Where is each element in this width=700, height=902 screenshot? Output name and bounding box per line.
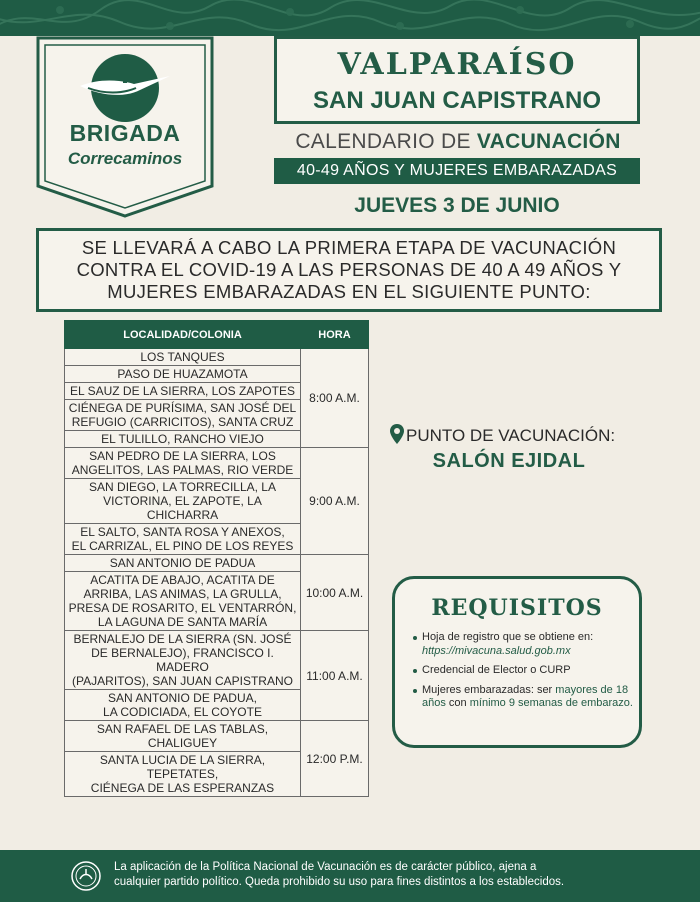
bullet-icon bbox=[413, 636, 417, 640]
time-cell: 9:00 A.M. bbox=[301, 448, 369, 555]
schedule-table bbox=[64, 320, 369, 797]
locality-cell: SAN ANTONIO DE PADUA bbox=[65, 555, 301, 572]
vaccination-point-label: PUNTO DE VACUNACIÓN: bbox=[390, 424, 650, 446]
event-date: JUEVES 3 DE JUNIO bbox=[354, 194, 560, 217]
page-subtitle: SAN JUAN CAPISTRANO bbox=[312, 87, 602, 114]
table-row bbox=[65, 721, 369, 752]
announcement-line: SE LLEVARÁ A CABO LA PRIMERA ETAPA DE VACUNACIÓN bbox=[81, 237, 617, 258]
roadrunner-cross-logo bbox=[70, 50, 180, 128]
locality-cell: EL SALTO, SANTA ROSA Y ANEXOS, EL CARRIZAL, EL PINO DE LOS REYES bbox=[65, 524, 301, 555]
time-cell: 12:00 P.M. bbox=[301, 721, 369, 797]
bullet-icon bbox=[413, 669, 417, 673]
requirements-list bbox=[413, 631, 635, 717]
column-header-time: HORA bbox=[301, 321, 369, 349]
time-cell: 8:00 A.M. bbox=[301, 349, 369, 448]
table-row bbox=[65, 555, 369, 572]
time-cell: 11:00 A.M. bbox=[301, 631, 369, 721]
registration-link[interactable]: https://mivacuna.salud.gob.mx bbox=[422, 644, 571, 657]
age-group-band: 40-49 AÑOS Y MUJERES EMBARAZADAS bbox=[274, 158, 640, 184]
badge-subtitle: Correcaminos bbox=[67, 149, 183, 168]
locality-cell: SAN PEDRO DE LA SIERRA, LOS ANGELITOS, LAS PALMAS, RIO VERDE bbox=[65, 448, 301, 479]
announcement-line: CONTRA EL COVID-19 A LAS PERSONAS DE 40 A 49 AÑOS Y bbox=[76, 259, 622, 280]
locality-cell: EL TULILLO, RANCHO VIEJO bbox=[65, 431, 301, 448]
locality-cell: CIÉNEGA DE PURÍSIMA, SAN JOSÉ DEL REFUGIO (CARRICITOS), SANTA CRUZ bbox=[65, 400, 301, 431]
table-row bbox=[65, 448, 369, 479]
table-header-row bbox=[65, 321, 369, 349]
footer-band bbox=[0, 850, 700, 902]
requirements-box bbox=[392, 576, 642, 748]
locality-cell: LOS TANQUES bbox=[65, 349, 301, 366]
locality-cell: SAN RAFAEL DE LAS TABLAS, CHALIGUEY bbox=[65, 721, 301, 752]
top-decorative-band bbox=[0, 0, 700, 36]
table-row bbox=[65, 631, 369, 690]
government-seal-icon bbox=[70, 860, 102, 892]
time-cell: 10:00 A.M. bbox=[301, 555, 369, 631]
map-pin-icon bbox=[390, 424, 404, 444]
requirements-title: REQUISITOS bbox=[431, 595, 603, 621]
table-row bbox=[65, 349, 369, 366]
list-item: Credencial de Elector o CURP bbox=[413, 664, 635, 678]
vaccination-point-name: SALÓN EJIDAL bbox=[432, 450, 586, 472]
title-box bbox=[274, 36, 640, 124]
calendar-prefix: CALENDARIO DE bbox=[295, 130, 471, 153]
page-title: VALPARAÍSO bbox=[337, 47, 577, 82]
locality-cell: PASO DE HUAZAMOTA bbox=[65, 366, 301, 383]
list-item: Hoja de registro que se obtiene en: https://mivacuna.salud.gob.mx bbox=[413, 631, 635, 658]
brigada-badge bbox=[36, 36, 214, 218]
locality-cell: EL SAUZ DE LA SIERRA, LOS ZAPOTES bbox=[65, 383, 301, 400]
locality-cell: BERNALEJO DE LA SIERRA (SN. JOSÉ DE BERNALEJO), FRANCISCO I. MADERO (PAJARITOS), SAN JUAN CAPISTRANO bbox=[65, 631, 301, 690]
calendar-emphasis: VACUNACIÓN bbox=[476, 130, 621, 153]
list-item: Mujeres embarazadas: ser mayores de 18 años con mínimo 9 semanas de embarazo. bbox=[413, 684, 635, 711]
locality-cell: SAN ANTONIO DE PADUA, LA CODICIADA, EL COYOTE bbox=[65, 690, 301, 721]
calendar-heading bbox=[270, 130, 646, 154]
column-header-locality: LOCALIDAD/COLONIA bbox=[65, 321, 301, 349]
locality-cell: SAN DIEGO, LA TORRECILLA, LA VICTORINA, EL ZAPOTE, LA CHICHARRA bbox=[65, 479, 301, 524]
announcement-line: MUJERES EMBARAZADAS EN EL SIGUIENTE PUNTO: bbox=[107, 281, 591, 302]
ornament-pattern bbox=[0, 0, 700, 36]
announcement-box bbox=[36, 228, 662, 312]
bullet-icon bbox=[413, 689, 417, 693]
badge-title: BRIGADA bbox=[69, 120, 181, 146]
footer-disclaimer: La aplicación de la Política Nacional de Vacunación es de carácter público, ajena a cualquier partido político. Queda prohibido su uso para fines distintos a los establecidos. bbox=[114, 861, 565, 888]
locality-cell: ACATITA DE ABAJO, ACATITA DE ARRIBA, LAS ANIMAS, LA GRULLA, PRESA DE ROSARITO, EL VENTARRÓN, LA LAGUNA DE SANTA MARÍA bbox=[65, 572, 301, 631]
locality-cell: SANTA LUCIA DE LA SIERRA, TEPETATES, CIÉNEGA DE LAS ESPERANZAS bbox=[65, 752, 301, 797]
